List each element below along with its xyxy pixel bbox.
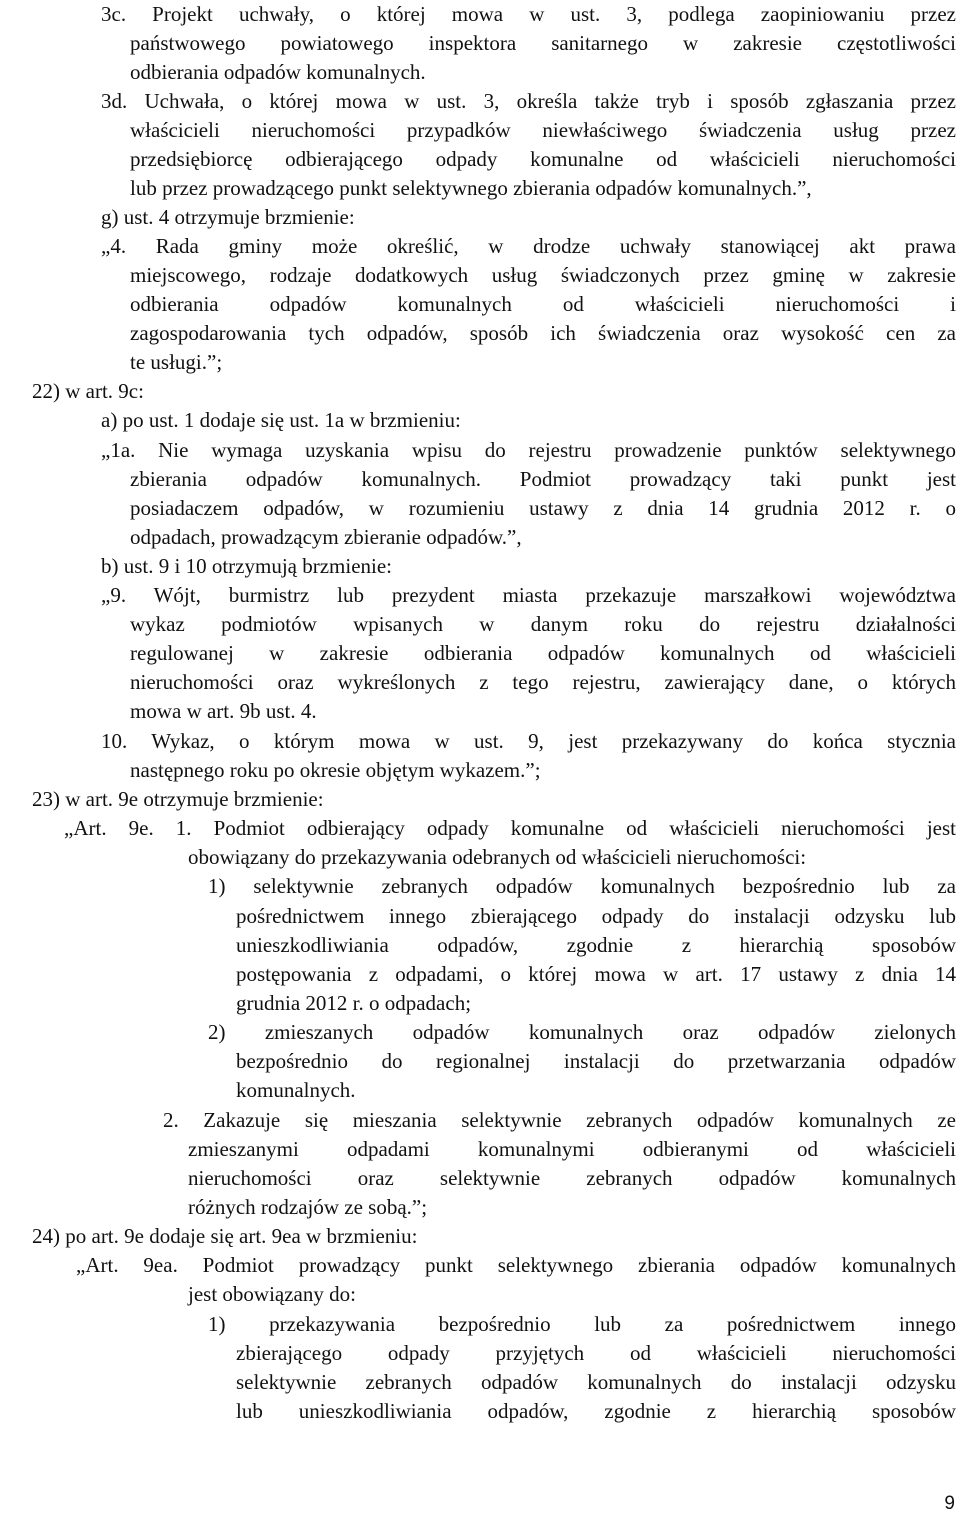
text-line: zbierającego odpady przyjętych od właścicieli nieruchomości (236, 1341, 956, 1365)
text-line: b) ust. 9 i 10 otrzymują brzmienie: (101, 554, 393, 578)
text-line: 1) przekazywania bezpośrednio lub za pośrednictwem innego (208, 1312, 956, 1336)
text-line: odbierania odpadów komunalnych od właścicieli nieruchomości i (130, 292, 956, 316)
text-line: następnego roku po okresie objętym wykazem.”; (130, 758, 541, 782)
text-line: zbierania odpadów komunalnych. Podmiot prowadzący taki punkt jest (130, 467, 956, 491)
text-line: miejscowego, rodzaje dodatkowych usług świadczonych przez gminę w zakresie (130, 263, 956, 287)
text-line: obowiązany do przekazywania odebranych od właścicieli nieruchomości: (188, 845, 807, 869)
text-line: nieruchomości oraz selektywnie zebranych odpadów komunalnych (188, 1166, 956, 1190)
text-line: „Art. 9e. 1. Podmiot odbierający odpady komunalne od właścicieli nieruchomości jest (64, 816, 956, 840)
text-line: 2) zmieszanych odpadów komunalnych oraz odpadów zielonych (208, 1020, 956, 1044)
text-line: różnych rodzajów ze sobą.”; (188, 1195, 428, 1219)
text-line: lub przez prowadzącego punkt selektywnego zbierania odpadów komunalnych.”, (130, 176, 812, 200)
text-line: posiadaczem odpadów, w rozumieniu ustawy z dnia 14 grudnia 2012 r. o (130, 496, 956, 520)
text-line: przedsiębiorcę odbierającego odpady komunalne od właścicieli nieruchomości (130, 147, 956, 171)
text-line: „9. Wójt, burmistrz lub prezydent miasta przekazuje marszałkowi województwa (101, 583, 956, 607)
text-line: mowa w art. 9b ust. 4. (130, 699, 317, 723)
text-line: nieruchomości oraz wykreślonych z tego rejestru, zawierający dane, o których (130, 670, 956, 694)
text-line: lub unieszkodliwiania odpadów, zgodnie z hierarchią sposobów (236, 1399, 956, 1423)
text-line: odpadach, prowadzącym zbieranie odpadów.”, (130, 525, 522, 549)
text-line: wykaz podmiotów wpisanych w danym roku do rejestru działalności (130, 612, 956, 636)
text-line: a) po ust. 1 dodaje się ust. 1a w brzmieniu: (101, 408, 461, 432)
text-line: „4. Rada gminy może określić, w drodze uchwały stanowiącej akt prawa (101, 234, 956, 258)
text-line: komunalnych. (236, 1078, 356, 1102)
text-line: pośrednictwem innego zbierającego odpady do instalacji odzysku lub (236, 904, 956, 928)
text-line: odbierania odpadów komunalnych. (130, 60, 426, 84)
text-line: grudnia 2012 r. o odpadach; (236, 991, 472, 1015)
text-line: zmieszanymi odpadami komunalnymi odbieranymi od właścicieli (188, 1137, 956, 1161)
text-line: bezpośrednio do regionalnej instalacji do przetwarzania odpadów (236, 1049, 956, 1073)
text-line: 3d. Uchwała, o której mowa w ust. 3, określa także tryb i sposób zgłaszania przez (101, 89, 956, 113)
text-line: 22) w art. 9c: (32, 379, 144, 403)
text-line: te usługi.”; (130, 350, 223, 374)
text-line: właścicieli nieruchomości przypadków niewłaściwego świadczenia usług przez (130, 118, 956, 142)
text-line: „1a. Nie wymaga uzyskania wpisu do rejestru prowadzenie punktów selektywnego (101, 438, 956, 462)
text-line: zagospodarowania tych odpadów, sposób ich świadczenia oraz wysokość cen za (130, 321, 956, 345)
text-line: 24) po art. 9e dodaje się art. 9ea w brzmieniu: (32, 1224, 418, 1248)
text-line: unieszkodliwiania odpadów, zgodnie z hierarchią sposobów (236, 933, 956, 957)
text-line: selektywnie zebranych odpadów komunalnych do instalacji odzysku (236, 1370, 956, 1394)
text-line: g) ust. 4 otrzymuje brzmienie: (101, 205, 355, 229)
text-line: 23) w art. 9e otrzymuje brzmienie: (32, 787, 324, 811)
page-number: 9 (944, 1493, 955, 1514)
text-line: „Art. 9ea. Podmiot prowadzący punkt selektywnego zbierania odpadów komunalnych (76, 1253, 956, 1277)
text-line: 3c. Projekt uchwały, o której mowa w ust. 3, podlega zaopiniowaniu przez (101, 2, 956, 26)
text-line: 1) selektywnie zebranych odpadów komunalnych bezpośrednio lub za (208, 874, 956, 898)
text-line: 10. Wykaz, o którym mowa w ust. 9, jest przekazywany do końca stycznia (101, 729, 956, 753)
text-line: postępowania z odpadami, o której mowa w art. 17 ustawy z dnia 14 (236, 962, 956, 986)
text-line: regulowanej w zakresie odbierania odpadów komunalnych od właścicieli (130, 641, 956, 665)
text-line: jest obowiązany do: (188, 1282, 356, 1306)
text-line: 2. Zakazuje się mieszania selektywnie zebranych odpadów komunalnych ze (163, 1108, 956, 1132)
text-line: państwowego powiatowego inspektora sanitarnego w zakresie częstotliwości (130, 31, 956, 55)
